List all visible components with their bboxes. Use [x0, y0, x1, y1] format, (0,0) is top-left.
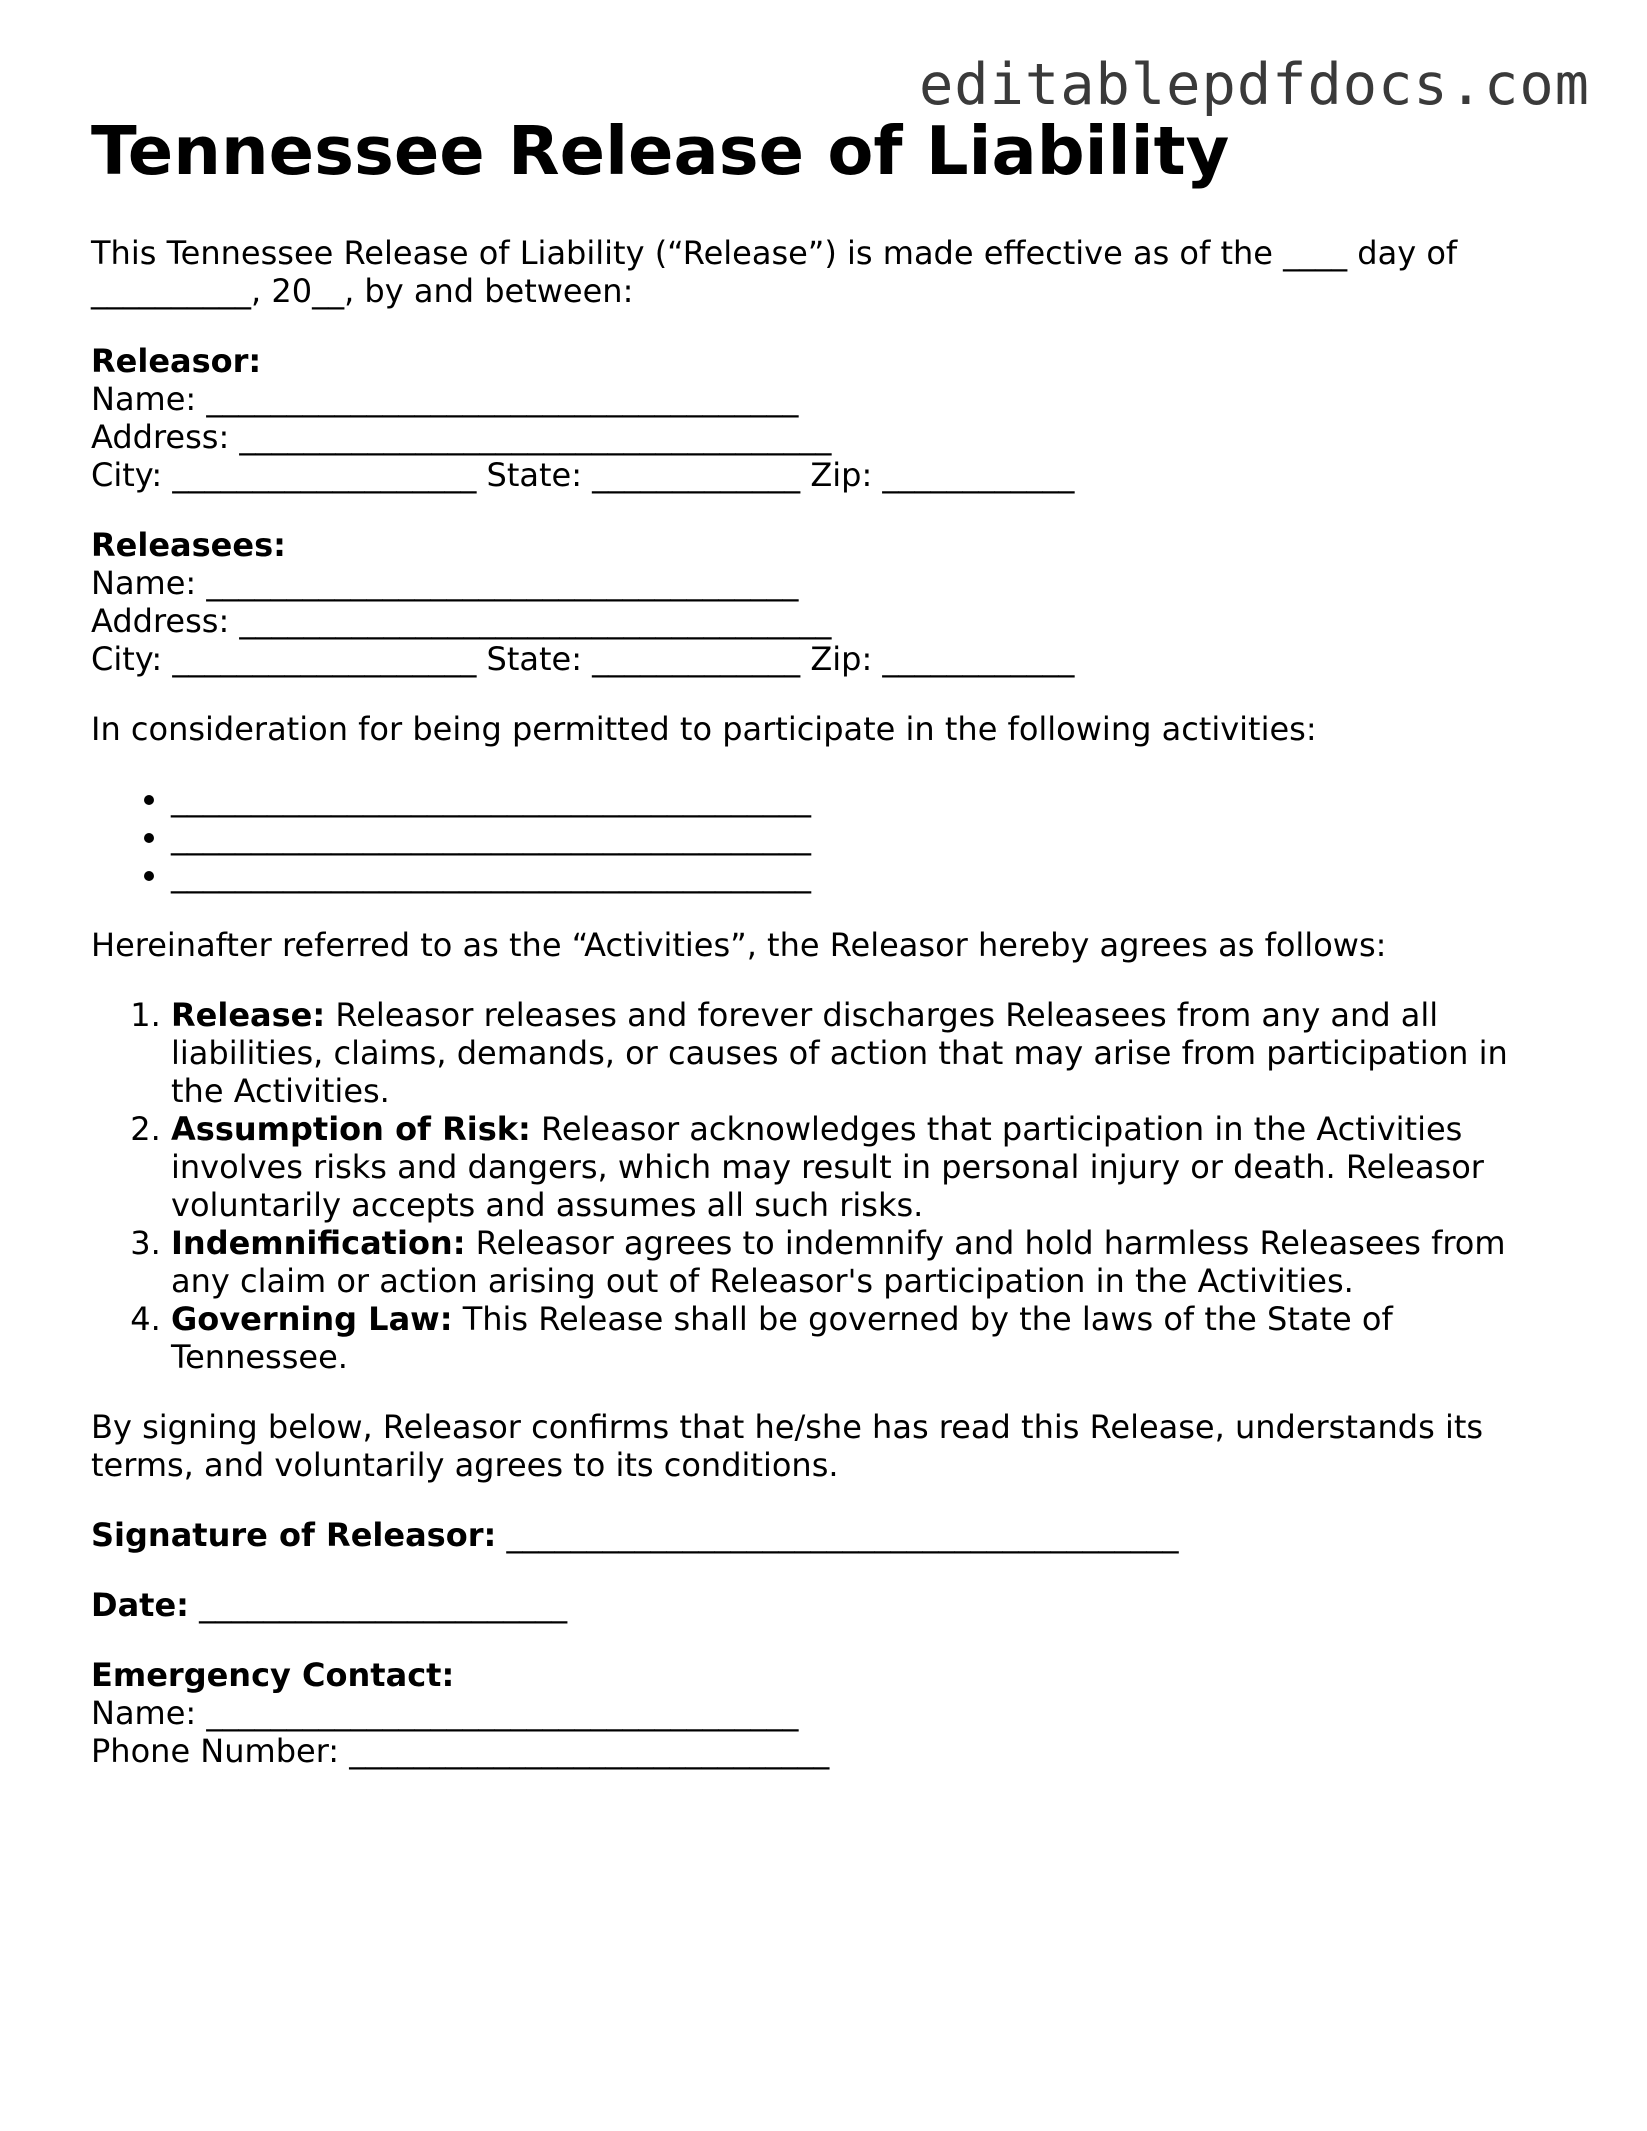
intro-line-1: This Tennessee Release of Liability (“Release”) is made effective as of the ____ day of [91, 234, 1458, 272]
intro-paragraph [91, 234, 1551, 310]
activities-lead: In consideration for being permitted to participate in the following activities: [91, 710, 1317, 748]
page-title: Tennessee Release of Liability [91, 112, 1230, 190]
activities-list [91, 780, 1551, 894]
terms-list [91, 996, 1551, 1376]
activity-blank-1[interactable]: • ________________________________________ [171, 780, 1551, 818]
releasees-address-field[interactable]: Address: _____________________________________ [91, 602, 832, 640]
date-field[interactable]: _______________________ [188, 1586, 568, 1624]
releasees-heading: Releasees: [91, 526, 286, 564]
intro-line-2: __________, 20__, by and between: [91, 272, 634, 310]
term-governing-law-heading: Governing Law: [171, 1300, 453, 1338]
releasor-heading: Releasor: [91, 342, 262, 380]
date-row [91, 1586, 1551, 1624]
releasees-block [91, 526, 1551, 678]
emergency-phone-field[interactable]: Phone Number: ______________________________ [91, 1732, 830, 1770]
term-governing-law-text: This Release shall be governed by the laws of the State of Tennessee. [171, 1300, 1393, 1376]
term-release-heading: Release: [171, 996, 326, 1034]
releasor-block [91, 342, 1551, 494]
activity-blank-3[interactable]: • ________________________________________ [171, 856, 1551, 894]
activity-blank-2[interactable]: • ________________________________________ [171, 818, 1551, 856]
date-label: Date: [91, 1586, 189, 1624]
term-indemnification-heading: Indemnification: [171, 1224, 466, 1262]
releasees-city-state-zip-field[interactable]: City: ___________________ State: _____________ Zip: ____________ [91, 640, 1075, 678]
releasor-address-field[interactable]: Address: _____________________________________ [91, 418, 832, 456]
releasees-name-field[interactable]: Name: _____________________________________ [91, 564, 799, 602]
term-assumption-text: Releasor acknowledges that participation in the Activities involves risks and dangers, which may result in personal injury or death. Releasor voluntarily accepts and assumes all such risks. [171, 1110, 1484, 1224]
term-assumption-of-risk [171, 1110, 1551, 1224]
emergency-contact-block [91, 1656, 1551, 1770]
document-body [91, 234, 1551, 1770]
signature-row [91, 1516, 1551, 1554]
signature-field[interactable]: __________________________________________ [496, 1516, 1179, 1554]
term-indemnification-text: Releasor agrees to indemnify and hold harmless Releasees from any claim or action arising out of Releasor's participation in the Activities. [171, 1224, 1506, 1300]
watermark: editablepdfdocs.com [918, 52, 1590, 118]
term-assumption-heading: Assumption of Risk: [171, 1110, 531, 1148]
term-release [171, 996, 1551, 1110]
emergency-name-field[interactable]: Name: _____________________________________ [91, 1694, 799, 1732]
term-governing-law [171, 1300, 1551, 1376]
emergency-contact-heading: Emergency Contact: [91, 1656, 455, 1694]
term-indemnification [171, 1224, 1551, 1300]
term-release-text: Releasor releases and forever discharges Releasees from any and all liabilities, claims, demands, or causes of action that may arise from participation in the Activities. [171, 996, 1508, 1110]
agreement-lead: Hereinafter referred to as the “Activities”, the Releasor hereby agrees as follows: [91, 926, 1387, 964]
signature-label: Signature of Releasor: [91, 1516, 497, 1554]
confirmation-paragraph: By signing below, Releasor confirms that he/she has read this Release, understands its terms, and voluntarily agrees to its conditions. [91, 1408, 1484, 1484]
releasor-city-state-zip-field[interactable]: City: ___________________ State: _____________ Zip: ____________ [91, 456, 1075, 494]
releasor-name-field[interactable]: Name: _____________________________________ [91, 380, 799, 418]
